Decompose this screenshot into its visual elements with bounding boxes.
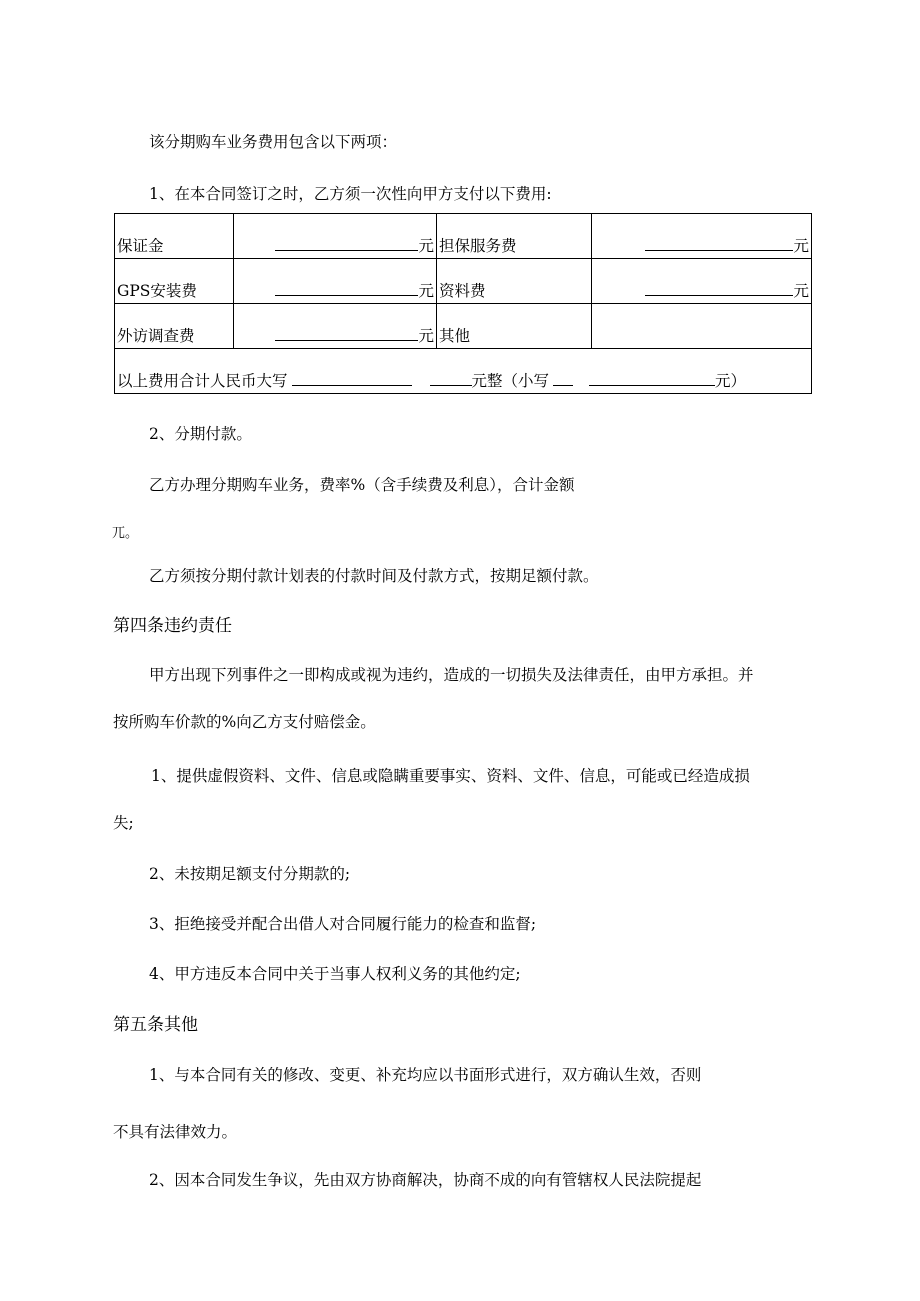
fee-amount-documents[interactable] bbox=[592, 259, 812, 304]
fee-amount-gps[interactable] bbox=[234, 259, 437, 304]
fee-amount-other[interactable] bbox=[592, 304, 812, 349]
unit-label: 元 bbox=[418, 327, 434, 345]
total-figure-blank-2[interactable] bbox=[589, 371, 715, 386]
table-row bbox=[115, 214, 812, 259]
table-row bbox=[115, 259, 812, 304]
total-words-blank-2[interactable] bbox=[430, 371, 472, 386]
article-5-item-1-line-2: 不具有法律效力。 bbox=[113, 1123, 238, 1141]
unit-label: 元 bbox=[418, 282, 434, 300]
total-figure-blank[interactable] bbox=[553, 371, 573, 386]
amount-blank[interactable] bbox=[645, 281, 793, 296]
fee-section-title: 1、在本合同签订之时，乙方须一次性向甲方支付以下费用: bbox=[149, 185, 552, 203]
article-5-item-1-line-1: 1、与本合同有关的修改、变更、补充均应以书面形式进行，双方确认生效，否则 bbox=[149, 1066, 702, 1084]
fee-amount-deposit[interactable] bbox=[234, 214, 437, 259]
intro-text: 该分期购车业务费用包含以下两项： bbox=[149, 133, 398, 151]
unit-label: 元 bbox=[418, 237, 434, 255]
fee-label-gps: GPS安装费 bbox=[115, 259, 234, 304]
amount-blank[interactable] bbox=[645, 236, 793, 251]
total-prefix: 以上费用合计人民币大写 bbox=[117, 372, 288, 390]
article-4-item-4: 4、甲方违反本合同中关于当事人权利义务的其他约定; bbox=[149, 965, 521, 983]
unit-label: 元 bbox=[793, 237, 809, 255]
fee-label-other: 其他 bbox=[437, 304, 592, 349]
article-4-item-3: 3、拒绝接受并配合出借人对合同履行能力的检查和监督; bbox=[149, 915, 537, 933]
article-4-item-2: 2、未按期足额支付分期款的; bbox=[149, 865, 351, 883]
fee-label-deposit: 保证金 bbox=[115, 214, 234, 259]
installment-unit: 兀。 bbox=[112, 526, 139, 541]
article-4-paragraph-line-1: 甲方出现下列事件之一即构成或视为违约，造成的一切损失及法律责任，由甲方承担。并 bbox=[149, 666, 754, 684]
fee-label-visit: 外访调查费 bbox=[115, 304, 234, 349]
article-5-heading: 第五条其他 bbox=[113, 1015, 198, 1035]
table-row bbox=[115, 304, 812, 349]
amount-blank[interactable] bbox=[275, 236, 418, 251]
article-4-paragraph-line-2: 按所购车价款的%向乙方支付赔偿金。 bbox=[113, 713, 376, 731]
table-row-total bbox=[115, 349, 812, 394]
total-suffix: 元） bbox=[715, 372, 747, 390]
total-mid: 元整（小写 bbox=[471, 372, 550, 390]
installment-rule: 乙方须按分期付款计划表的付款时间及付款方式，按期足额付款。 bbox=[149, 567, 599, 585]
fee-amount-visit[interactable] bbox=[234, 304, 437, 349]
installment-text: 乙方办理分期购车业务，费率%（含手续费及利息），合计金额 bbox=[149, 476, 575, 494]
amount-blank[interactable] bbox=[275, 326, 418, 341]
article-4-heading: 第四条违约责任 bbox=[113, 616, 232, 636]
fee-amount-guarantee[interactable] bbox=[592, 214, 812, 259]
installment-title: 2、分期付款。 bbox=[149, 425, 252, 443]
fee-label-documents: 资料费 bbox=[437, 259, 592, 304]
fee-total bbox=[115, 349, 812, 394]
fee-table bbox=[114, 213, 812, 394]
fee-label-guarantee: 担保服务费 bbox=[437, 214, 592, 259]
amount-blank[interactable] bbox=[275, 281, 418, 296]
article-4-item-1-line-1: 1、提供虚假资料、文件、信息或隐瞒重要事实、资料、文件、信息，可能或已经造成损 bbox=[151, 767, 750, 785]
article-4-item-1-line-2: 失; bbox=[113, 814, 134, 832]
article-5-item-2: 2、因本合同发生争议，先由双方协商解决，协商不成的向有管辖权人民法院提起 bbox=[149, 1171, 702, 1189]
unit-label: 元 bbox=[793, 282, 809, 300]
total-words-blank[interactable] bbox=[292, 371, 412, 386]
